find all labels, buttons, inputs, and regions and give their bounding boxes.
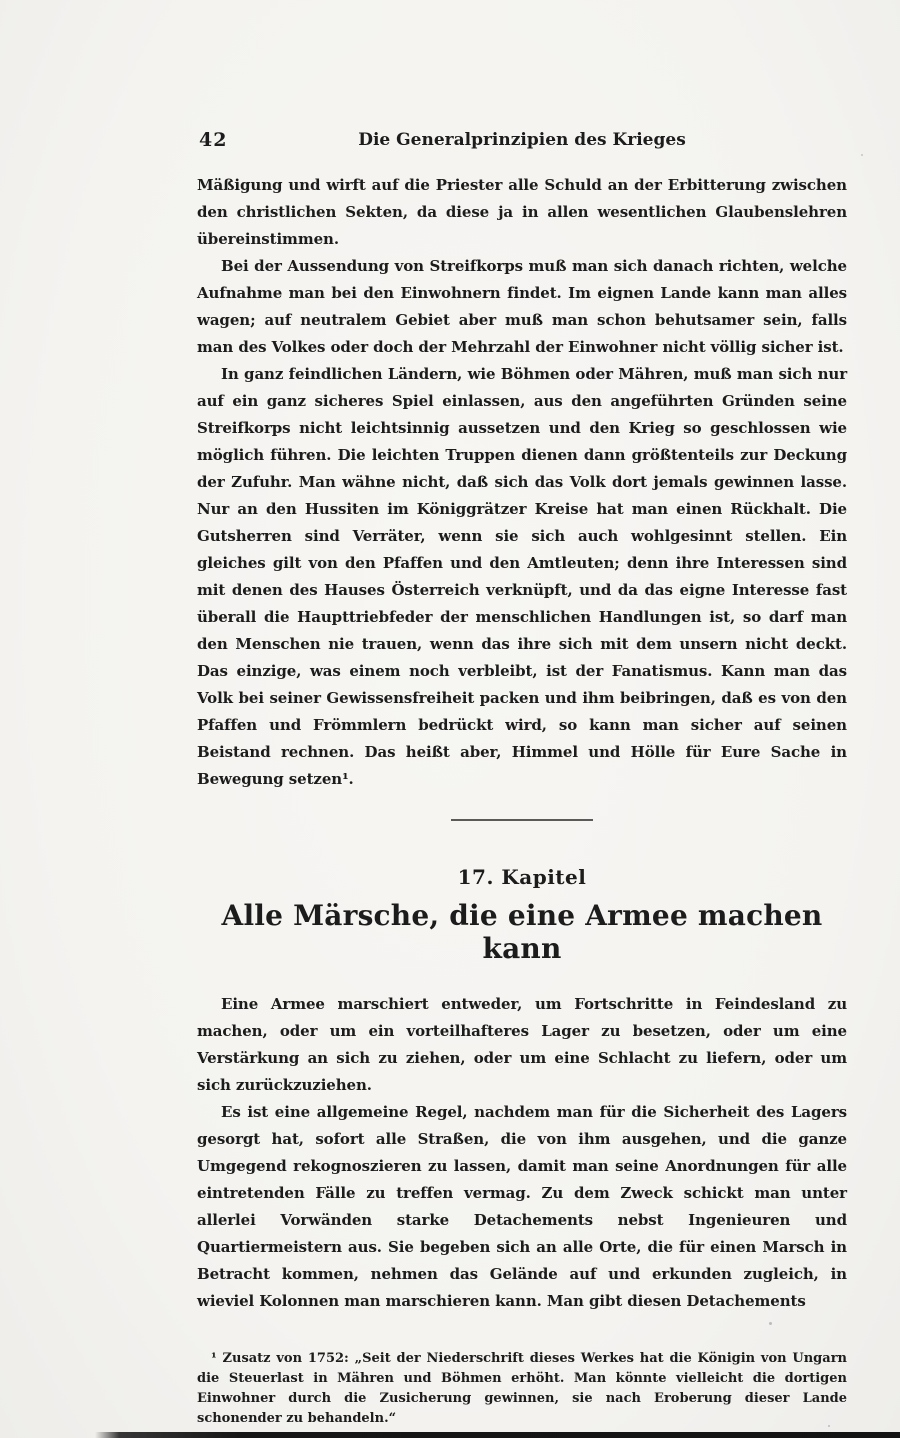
scan-speck [861,154,863,156]
section-divider-rule [451,819,593,821]
chapter-title-heading: Alle Märsche, die eine Armee machen kann [221,899,823,965]
text-column [197,172,847,1429]
paragraph-feindliche-laender: In ganz feindlichen Ländern, wie Böhmen oder Mähren, muß man sich nur auf ein ganz sicheres Spiel einlassen, aus den angeführten Gründen seine Streifkorps nicht leichtsinnig aussetzen und den Krieg so geschlossen wie möglich führen. Die leichten Truppen dienen dann größtenteils zur Deckung der Zufuhr. Man wähne nicht, daß sich das Volk dort jemals gewinnen lasse. Nur an den Hussiten im Königgrätzer Kreise hat man einen Rückhalt. Die Gutsherren sind Verräter, wenn sie sich auch wohlgesinnt stellen. Ein gleiches gilt von den Pfaffen und den Amtleuten; denn ihre Interessen sind mit denen des Hauses Österreich verknüpft, und da das eigne Interesse fast überall die Haupttriebfeder der menschlichen Handlungen ist, so darf man den Menschen nie trauen, wenn das ihre sich mit dem unsern nicht deckt. Das einzige, was einem noch verbleibt, ist der Fanatismus. Kann man das Volk bei seiner Gewissensfreiheit packen und ihm beibringen, daß es von den Pfaffen und Frömmlern bedrückt wird, so kann man sicher auf seinen Beistand rechnen. Das heißt aber, Himmel und Hölle für Eure Sache in Bewegung setzen¹. [197,365,847,788]
scan-speck [828,1425,830,1427]
scan-speck [769,1322,772,1325]
paragraph-continued: Mäßigung und wirft auf die Priester alle Schuld an der Erbitterung zwischen den christlichen Sekten, da diese ja in allen wesentlichen Glaubenslehren übereinstimmen. [197,176,847,248]
running-head [197,128,847,154]
chapter-number-heading: 17. Kapitel [457,865,587,889]
footnote: ¹ Zusatz von 1752: „Seit der Niederschrift dieses Werkes hat die Königin von Ungarn die Steuerlast in Mähren und Böhmen erhöht. Man könnte vielleicht die dortigen Einwohner durch die Zusicherung gewinnen, sie nach Eroberung dieser Lande schonender zu behandeln.“ [197,1351,847,1426]
paragraph-armee-marschiert: Eine Armee marschiert entweder, um Fortschritte in Feindesland zu machen, oder um ein vorteilhafteres Lager zu besetzen, oder um eine Verstärkung an sich zu ziehen, oder um eine Schlacht zu liefern, oder um sich zurückzuziehen. [197,995,847,1094]
running-header-title: Die Generalprinzipien des Krieges [358,130,686,150]
scan-edge-artifact [95,1432,900,1438]
page-number: 42 [199,129,228,151]
paragraph-allgemeine-regel: Es ist eine allgemeine Regel, nachdem man für die Sicherheit des Lagers gesorgt hat, sofort alle Straßen, die von ihm ausgehen, und die ganze Umgegend rekognoszieren zu lassen, damit man seine Anordnungen für alle eintretenden Fälle zu treffen vermag. Zu dem Zweck schickt man unter allerlei Vorwänden starke Detachements nebst Ingenieuren und Quartiermeistern aus. Sie begeben sich an alle Orte, die für einen Marsch in Betracht kommen, nehmen das Gelände auf und erkunden zugleich, in wieviel Kolonnen man marschieren kann. Man gibt diesen Detachements [197,1103,847,1310]
chapter17-text [197,991,847,1315]
paragraph-streifkorps: Bei der Aussendung von Streifkorps muß man sich danach richten, welche Aufnahme man bei den Einwohnern findet. Im eignen Lande kann man alles wagen; auf neutralem Gebiet aber muß man schon behutsamer sein, falls man des Volkes oder doch der Mehrzahl der Einwohner nicht völlig sicher ist. [197,257,847,356]
